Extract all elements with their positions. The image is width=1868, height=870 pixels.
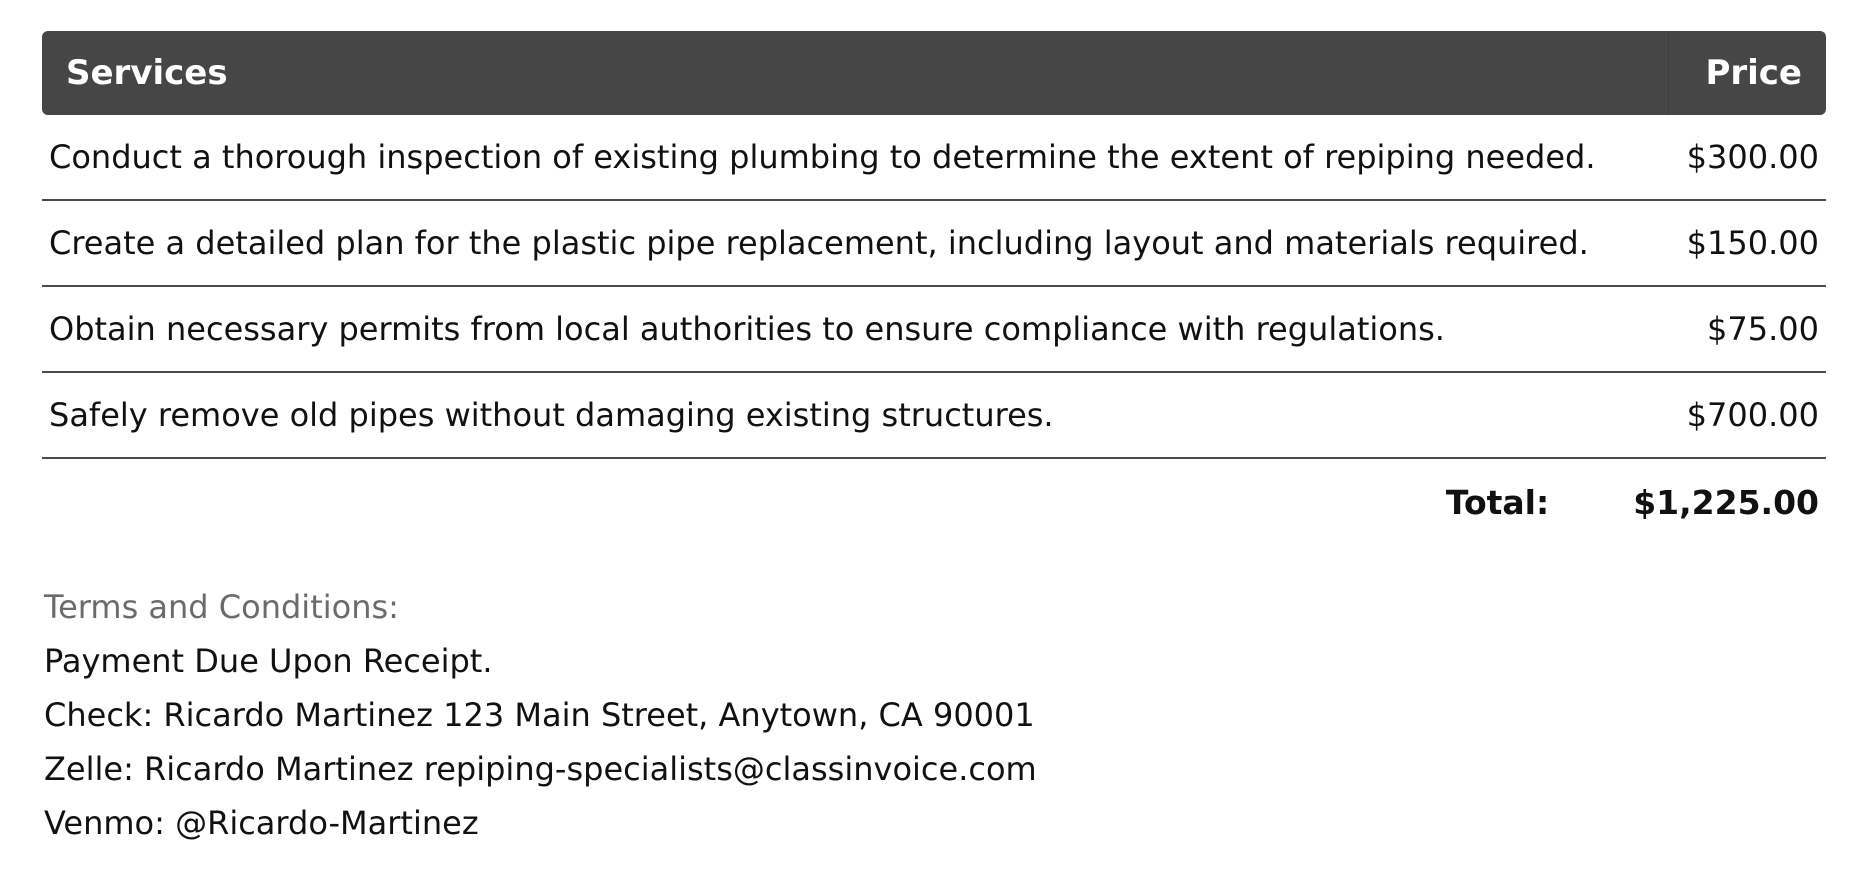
total-value: $1,225.00 [1633,482,1819,522]
table-row [42,287,1826,373]
price-column-header: Price [1668,31,1826,115]
payment-due-line: Payment Due Upon Receipt. [44,642,493,680]
zelle-payment-line: Zelle: Ricardo Martinez repiping-specialists@classinvoice.com [44,750,1037,788]
total-label: Total: [1445,482,1550,522]
table-row [42,373,1826,459]
table-header [42,31,1826,115]
service-price: $75.00 [1707,310,1819,348]
total-row [42,459,1826,545]
table-row [42,201,1826,287]
venmo-payment-line: Venmo: @Ricardo-Martinez [44,804,479,842]
services-table [42,31,1826,545]
service-description: Conduct a thorough inspection of existing plumbing to determine the extent of repiping needed. [49,138,1596,176]
service-description: Create a detailed plan for the plastic pipe replacement, including layout and materials required. [49,224,1589,262]
terms-section [44,580,1037,850]
service-price: $700.00 [1686,396,1819,434]
service-description: Safely remove old pipes without damaging existing structures. [49,396,1054,434]
terms-heading: Terms and Conditions: [44,588,399,626]
table-row [42,115,1826,201]
services-column-header: Services [66,53,228,93]
service-price: $150.00 [1686,224,1819,262]
service-price: $300.00 [1686,138,1819,176]
check-payment-line: Check: Ricardo Martinez 123 Main Street, Anytown, CA 90001 [44,696,1035,734]
service-description: Obtain necessary permits from local authorities to ensure compliance with regulations. [49,310,1445,348]
